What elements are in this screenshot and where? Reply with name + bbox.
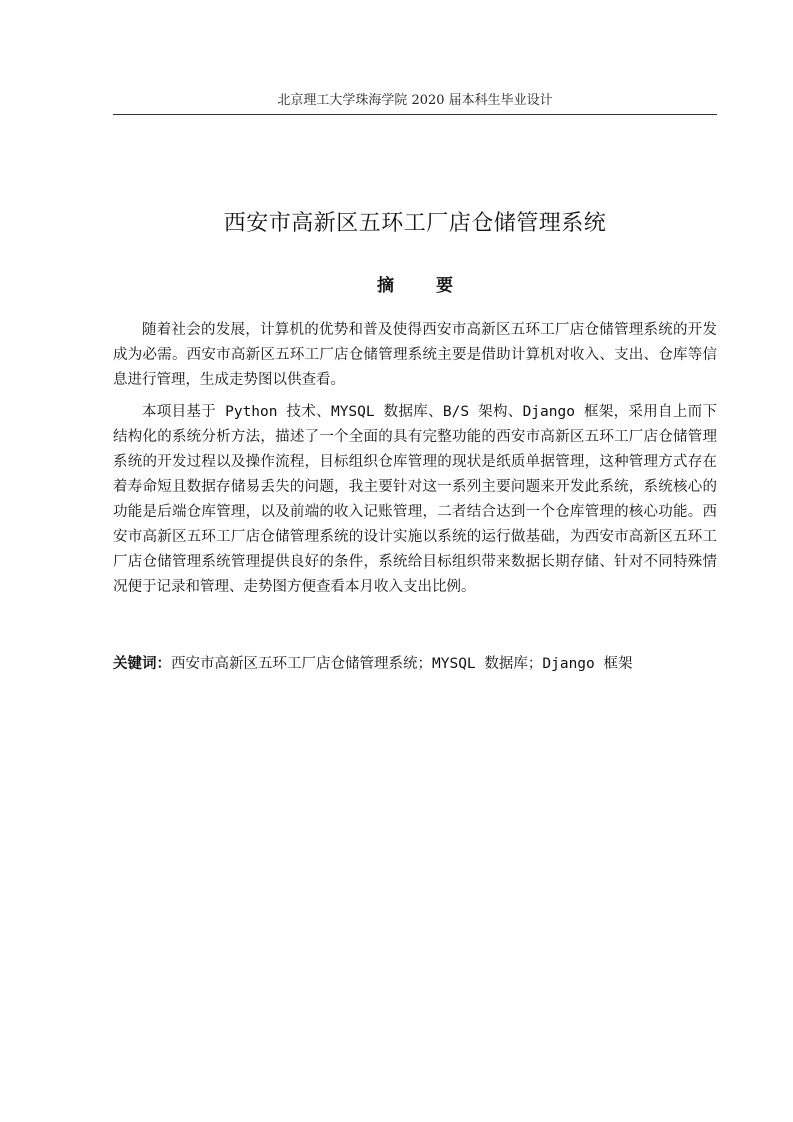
header-divider	[113, 114, 717, 115]
abstract-paragraph-2: 本项目基于 Python 技术、MYSQL 数据库、B/S 架构、Django 框架，采用自上而下结构化的系统分析方法，描述了一个全面的具有完整功能的西安市高新区五环工厂店仓储管理系统的开发过程以及操作流程，目标组织仓库管理的现状是纸质单据管理，这种管理方式存在着寿命短且数据存储易丢失的问题，我主要针对这一系列主要问题来开发此系统，系统核心的功能是后端仓库管理，以及前端的收入记账管理，二者结合达到一个仓库管理的核心功能。西安市高新区五环工厂店仓储管理系统的设计实施以系统的运行做基础，为西安市高新区五环工厂店仓储管理系统管理提供良好的条件，系统给目标组织带来数据长期存储、针对不同特殊情况便于记录和管理、走势图方便查看本月收入支出比例。	[113, 404, 717, 595]
abstract-paragraph-1: 随着社会的发展，计算机的优势和普及使得西安市高新区五环工厂店仓储管理系统的开发成为必需。西安市高新区五环工厂店仓储管理系统主要是借助计算机对收入、支出、仓库等信息进行管理，生成走势图以供查看。	[113, 322, 717, 388]
document-title: 西安市高新区五环工厂店仓储管理系统	[223, 211, 607, 236]
keywords-line	[113, 652, 717, 677]
keywords-label: 关键词：	[113, 656, 171, 672]
abstract-heading: 摘 要	[377, 276, 471, 296]
page-header: 北京理工大学珠海学院 2020 届本科生毕业设计	[277, 93, 553, 108]
abstract-body	[113, 318, 717, 607]
keywords-text: 西安市高新区五环工厂店仓储管理系统；MYSQL 数据库；Django 框架	[171, 656, 633, 672]
